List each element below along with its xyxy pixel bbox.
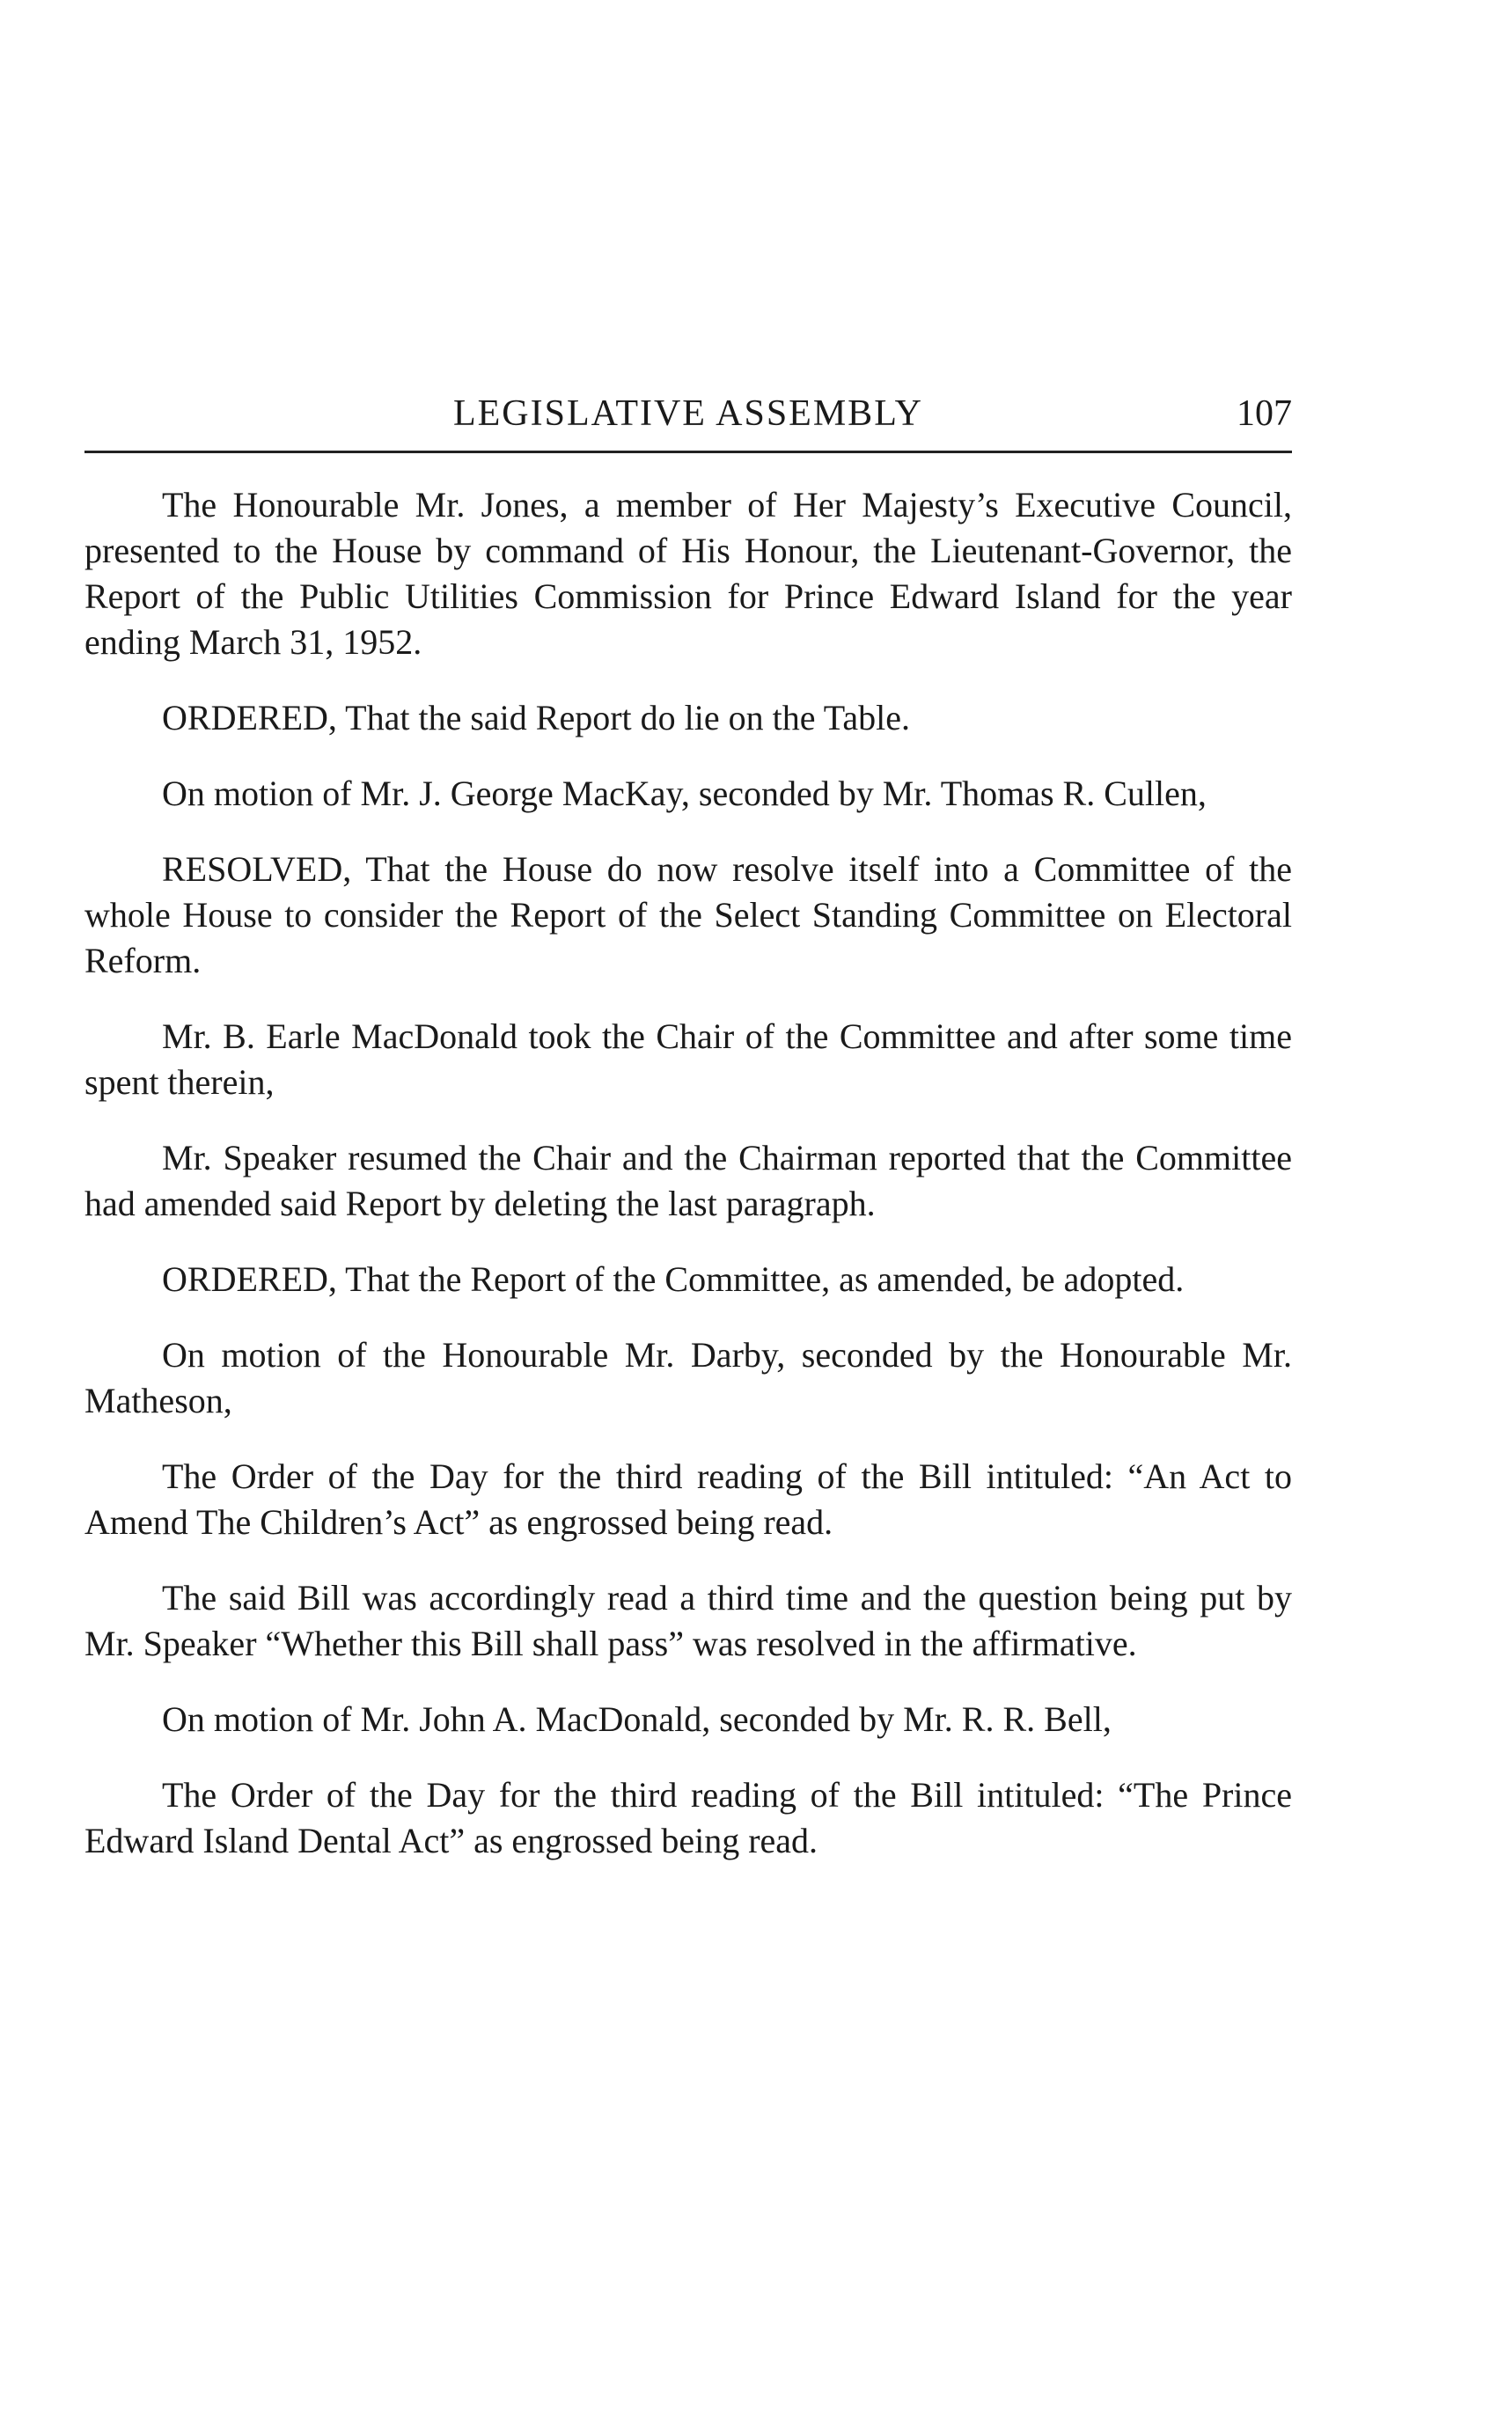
paragraph: ORDERED, That the Report of the Committee, as amended, be adopted. — [162, 1259, 1185, 1299]
paragraph: On motion of Mr. John A. MacDonald, seconded by Mr. R. R. Bell, — [162, 1699, 1112, 1739]
page-number: 107 — [1237, 393, 1292, 434]
paragraph: The said Bill was accordingly read a third time and the question being put by Mr. Speaker “Whether this Bill shall pass” was resolved in the affirmative. — [84, 1578, 1292, 1663]
paragraph: On motion of Mr. J. George MacKay, seconded by Mr. Thomas R. Cullen, — [162, 774, 1207, 813]
paragraph: RESOLVED, That the House do now resolve itself into a Committee of the whole House to consider the Report of the Select Standing Committee on Electoral Reform. — [84, 849, 1292, 980]
paragraph: ORDERED, That the said Report do lie on the Table. — [162, 698, 911, 737]
paragraph: The Order of the Day for the third reading of the Bill intituled: “An Act to Amend The Children’s Act” as engrossed being read. — [84, 1456, 1292, 1542]
page-header — [84, 387, 1292, 440]
paragraph: The Order of the Day for the third reading of the Bill intituled: “The Prince Edward Island Dental Act” as engrossed being read. — [84, 1775, 1292, 1860]
paragraph: Mr. Speaker resumed the Chair and the Chairman reported that the Committee had amended said Report by deleting the last paragraph. — [84, 1138, 1292, 1223]
paragraph: The Honourable Mr. Jones, a member of Her Majesty’s Executive Council, presented to the House by command of His Honour, the Lieutenant-Governor, the Report of the Public Utilities Commission for Prince Edward Island for the year ending March 31, 1952. — [84, 485, 1292, 662]
paragraph: Mr. B. Earle MacDonald took the Chair of the Committee and after some time spent therein, — [84, 1016, 1292, 1102]
running-head: LEGISLATIVE ASSEMBLY — [453, 393, 923, 434]
paragraph: On motion of the Honourable Mr. Darby, seconded by the Honourable Mr. Matheson, — [84, 1335, 1292, 1420]
body-text — [84, 482, 1292, 1894]
header-rule — [84, 451, 1292, 453]
